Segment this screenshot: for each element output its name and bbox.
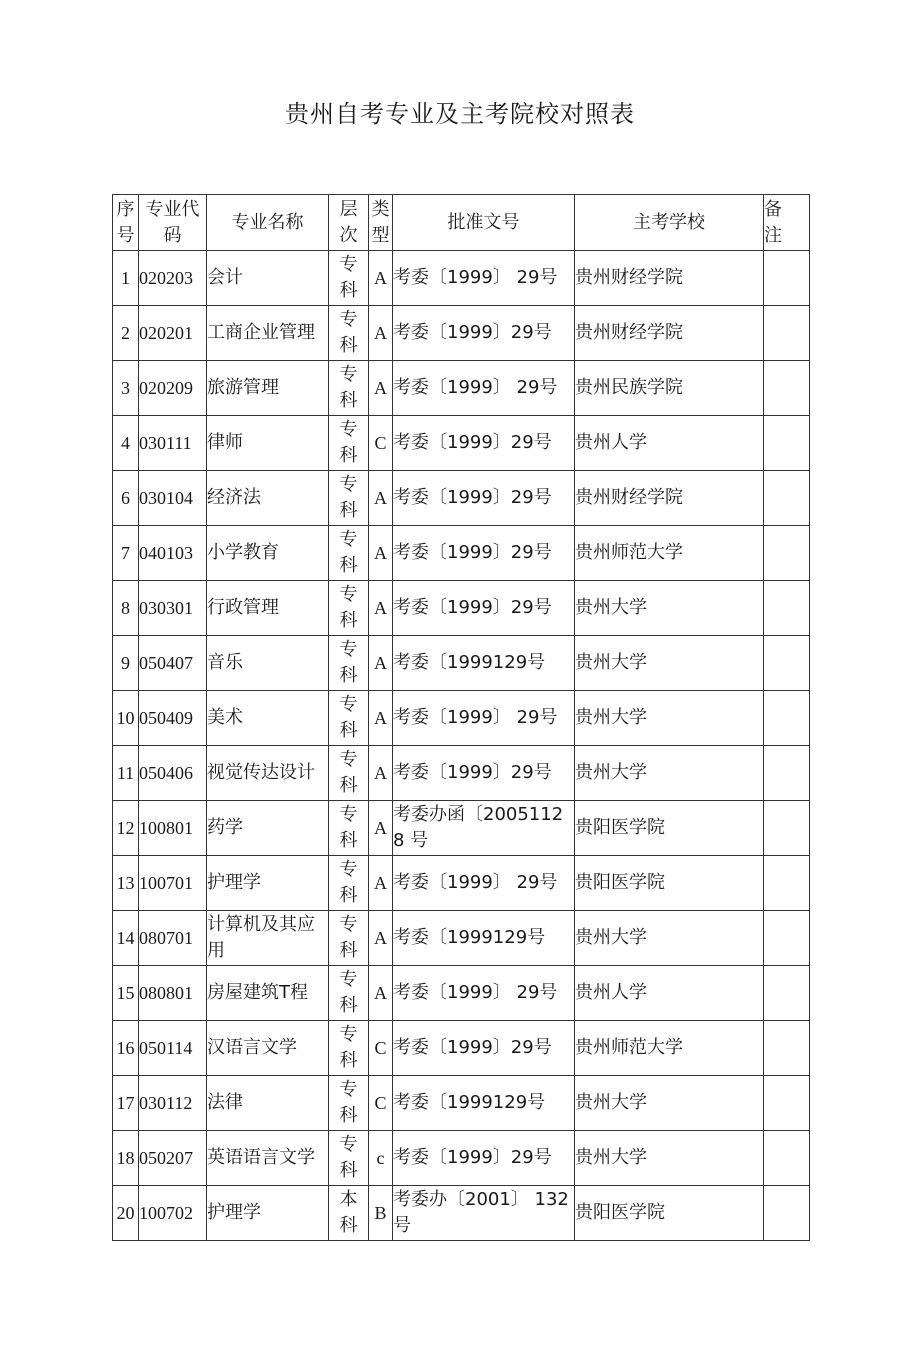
cell-code: 030301 [139,581,207,636]
table-row [113,361,810,416]
cell-note [764,1131,810,1186]
cell-code: 080801 [139,966,207,1021]
cell-no: 16 [113,1021,139,1076]
table-row [113,911,810,966]
cell-doc: 考委〔1999〕29号 [393,416,575,471]
cell-no: 4 [113,416,139,471]
cell-school: 贵州大学 [575,911,764,966]
cell-doc: 考委〔1999〕 29号 [393,361,575,416]
cell-name: 法律 [207,1076,329,1131]
cell-school: 贵州人学 [575,416,764,471]
cell-code: 030104 [139,471,207,526]
cell-note [764,361,810,416]
cell-name: 工商企业管理 [207,306,329,361]
cell-name: 美术 [207,691,329,746]
cell-code: 020201 [139,306,207,361]
cell-doc: 考委〔1999〕 29号 [393,691,575,746]
cell-note [764,251,810,306]
cell-school: 贵州大学 [575,746,764,801]
cell-level: 专科 [329,691,369,746]
cell-type: A [369,361,393,416]
cell-doc: 考委〔1999〕 29号 [393,251,575,306]
cell-school: 贵州大学 [575,581,764,636]
cell-doc: 考委〔1999129号 [393,1076,575,1131]
cell-name: 音乐 [207,636,329,691]
cell-doc: 考委〔1999〕29号 [393,306,575,361]
cell-doc: 考委办〔2001〕 132号 [393,1186,575,1241]
cell-no: 6 [113,471,139,526]
cell-doc: 考委〔1999〕 29号 [393,966,575,1021]
table-row [113,251,810,306]
cell-school: 贵州人学 [575,966,764,1021]
cell-note [764,1076,810,1131]
cell-note [764,1186,810,1241]
cell-name: 英语语言文学 [207,1131,329,1186]
cell-level: 专科 [329,1131,369,1186]
cell-no: 12 [113,801,139,856]
cell-name: 计算机及其应用 [207,911,329,966]
cell-doc: 考委〔1999〕29号 [393,1021,575,1076]
cell-level: 专科 [329,581,369,636]
cell-doc: 考委〔1999〕29号 [393,746,575,801]
cell-name: 汉语言文学 [207,1021,329,1076]
cell-no: 8 [113,581,139,636]
cell-school: 贵州财经学院 [575,251,764,306]
cell-no: 10 [113,691,139,746]
cell-type: C [369,416,393,471]
cell-type: A [369,581,393,636]
cell-school: 贵州民族学院 [575,361,764,416]
cell-code: 050407 [139,636,207,691]
cell-type: A [369,251,393,306]
cell-no: 2 [113,306,139,361]
cell-code: 100702 [139,1186,207,1241]
cell-name: 视觉传达设计 [207,746,329,801]
cell-level: 专科 [329,636,369,691]
cell-level: 专科 [329,1021,369,1076]
cell-school: 贵阳医学院 [575,856,764,911]
cell-code: 050406 [139,746,207,801]
table-row [113,1131,810,1186]
table-row [113,636,810,691]
cell-name: 房屋建筑T程 [207,966,329,1021]
table-row [113,1076,810,1131]
cell-no: 15 [113,966,139,1021]
cell-school: 贵阳医学院 [575,801,764,856]
cell-doc: 考委〔1999〕29号 [393,581,575,636]
cell-no: 20 [113,1186,139,1241]
cell-type: A [369,526,393,581]
header-type: 类型 [369,195,393,251]
cell-name: 律师 [207,416,329,471]
cell-level: 本科 [329,1186,369,1241]
cell-note [764,911,810,966]
cell-school: 贵州大学 [575,1131,764,1186]
header-no: 序号 [113,195,139,251]
cell-code: 030111 [139,416,207,471]
cell-type: A [369,636,393,691]
cell-type: B [369,1186,393,1241]
cell-level: 专科 [329,746,369,801]
cell-level: 专科 [329,251,369,306]
cell-school: 贵州大学 [575,691,764,746]
table-row [113,856,810,911]
cell-level: 专科 [329,526,369,581]
cell-doc: 考委办函〔20051128 号 [393,801,575,856]
cell-type: A [369,801,393,856]
cell-doc: 考委〔1999〕29号 [393,471,575,526]
table-row [113,801,810,856]
cell-code: 030112 [139,1076,207,1131]
major-school-table [112,194,810,1241]
cell-doc: 考委〔1999〕29号 [393,1131,575,1186]
cell-code: 080701 [139,911,207,966]
cell-no: 3 [113,361,139,416]
cell-code: 040103 [139,526,207,581]
cell-no: 18 [113,1131,139,1186]
cell-name: 药学 [207,801,329,856]
cell-name: 行政管理 [207,581,329,636]
cell-level: 专科 [329,801,369,856]
cell-no: 7 [113,526,139,581]
table-row [113,1021,810,1076]
cell-code: 050207 [139,1131,207,1186]
cell-name: 小学教育 [207,526,329,581]
cell-no: 9 [113,636,139,691]
cell-no: 17 [113,1076,139,1131]
header-note: 备注 [764,195,810,251]
cell-school: 贵阳医学院 [575,1186,764,1241]
cell-note [764,746,810,801]
table-row [113,471,810,526]
cell-note [764,966,810,1021]
cell-name: 经济法 [207,471,329,526]
cell-note [764,526,810,581]
cell-type: A [369,911,393,966]
cell-name: 会计 [207,251,329,306]
cell-no: 14 [113,911,139,966]
cell-school: 贵州财经学院 [575,306,764,361]
header-code: 专业代 码 [139,195,207,251]
table-row [113,581,810,636]
table-row [113,746,810,801]
cell-code: 100701 [139,856,207,911]
cell-level: 专科 [329,306,369,361]
cell-note [764,416,810,471]
cell-type: A [369,746,393,801]
cell-no: 11 [113,746,139,801]
cell-note [764,1021,810,1076]
cell-level: 专科 [329,416,369,471]
cell-note [764,306,810,361]
cell-type: A [369,471,393,526]
cell-type: A [369,691,393,746]
cell-code: 020203 [139,251,207,306]
cell-name: 护理学 [207,856,329,911]
header-level: 层次 [329,195,369,251]
table-row [113,1186,810,1241]
table-row [113,416,810,471]
table-header-row [113,195,810,251]
cell-school: 贵州师范大学 [575,1021,764,1076]
cell-type: c [369,1131,393,1186]
cell-note [764,856,810,911]
cell-note [764,691,810,746]
cell-school: 贵州财经学院 [575,471,764,526]
cell-type: A [369,966,393,1021]
cell-school: 贵州大学 [575,636,764,691]
cell-code: 050114 [139,1021,207,1076]
cell-type: A [369,856,393,911]
cell-code: 100801 [139,801,207,856]
cell-code: 050409 [139,691,207,746]
header-doc: 批准文号 [393,195,575,251]
cell-level: 专科 [329,911,369,966]
header-school: 主考学校 [575,195,764,251]
page-title: 贵州自考专业及主考院校对照表 [285,100,635,128]
cell-name: 旅游管理 [207,361,329,416]
cell-type: A [369,306,393,361]
cell-level: 专科 [329,471,369,526]
cell-note [764,801,810,856]
cell-school: 贵州师范大学 [575,526,764,581]
cell-note [764,581,810,636]
cell-level: 专科 [329,361,369,416]
cell-note [764,636,810,691]
header-name: 专业名称 [207,195,329,251]
cell-note [764,471,810,526]
cell-name: 护理学 [207,1186,329,1241]
cell-no: 13 [113,856,139,911]
cell-school: 贵州大学 [575,1076,764,1131]
table-row [113,306,810,361]
cell-doc: 考委〔1999〕 29号 [393,856,575,911]
cell-doc: 考委〔1999129号 [393,636,575,691]
cell-type: C [369,1021,393,1076]
table-row [113,691,810,746]
cell-doc: 考委〔1999129号 [393,911,575,966]
table-row [113,966,810,1021]
cell-code: 020209 [139,361,207,416]
cell-level: 专科 [329,856,369,911]
cell-doc: 考委〔1999〕29号 [393,526,575,581]
cell-type: C [369,1076,393,1131]
cell-level: 专科 [329,966,369,1021]
table-row [113,526,810,581]
cell-level: 专科 [329,1076,369,1131]
cell-no: 1 [113,251,139,306]
